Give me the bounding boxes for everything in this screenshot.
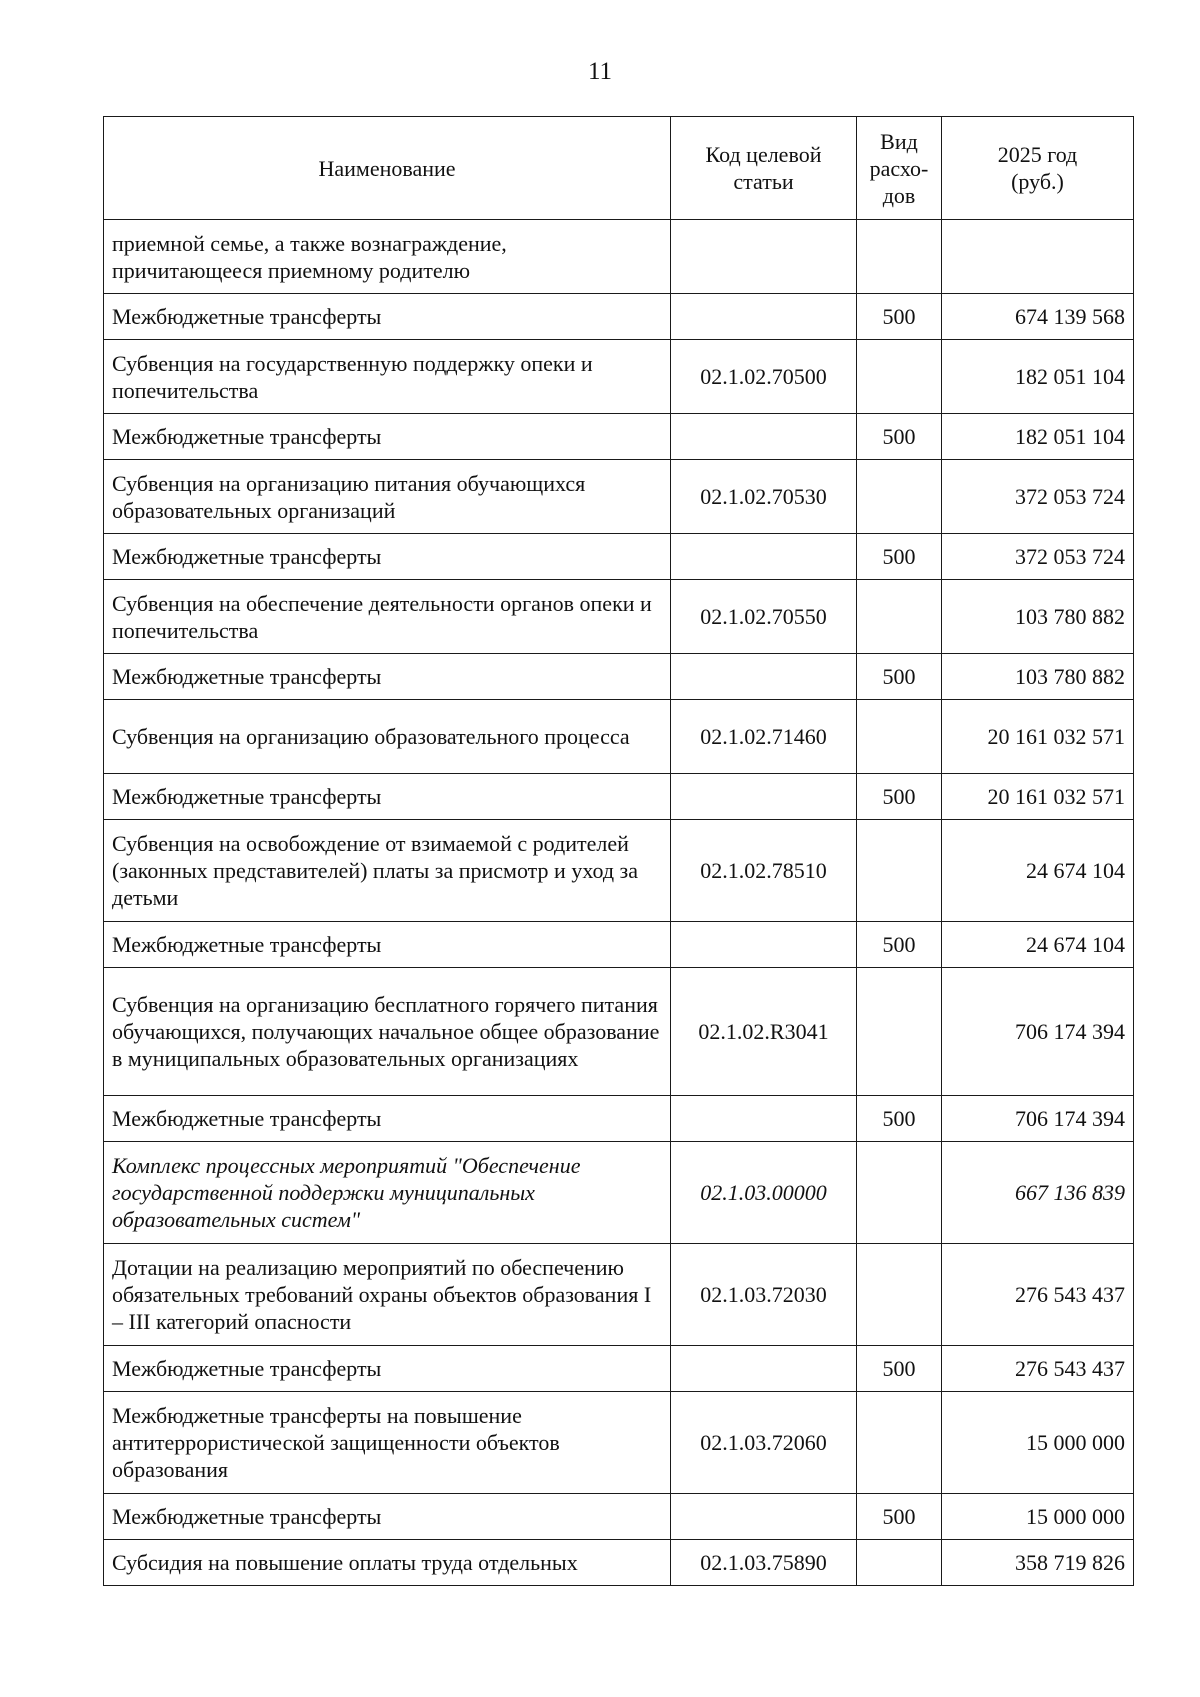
row-name: Дотации на реализацию мероприятий по обеспечению обязательных требований охраны объектов образования I – III категорий опасности — [104, 1244, 671, 1346]
row-code: 02.1.02.70500 — [671, 340, 857, 414]
table-row — [104, 1142, 1134, 1244]
row-code: 02.1.02.70550 — [671, 580, 857, 654]
row-code — [671, 414, 857, 460]
row-amount: 24 674 104 — [942, 922, 1134, 968]
row-code: 02.1.03.72030 — [671, 1244, 857, 1346]
header-type-line: дов — [882, 182, 916, 208]
row-code — [671, 654, 857, 700]
table-row — [104, 654, 1134, 700]
row-amount: 706 174 394 — [942, 968, 1134, 1096]
header-amount-line: (руб.) — [1011, 169, 1064, 194]
row-expense-type — [857, 220, 942, 294]
row-amount — [942, 220, 1134, 294]
row-name: Субвенция на организацию бесплатного горячего питания обучающихся, получающих начальное общее образование в муниципальных образовательных организациях — [104, 968, 671, 1096]
budget-table — [103, 116, 1134, 1586]
row-name: Межбюджетные трансферты — [104, 922, 671, 968]
row-name: Субсидия на повышение оплаты труда отдельных — [104, 1540, 671, 1586]
row-amount: 372 053 724 — [942, 460, 1134, 534]
row-code — [671, 774, 857, 820]
table-row — [104, 1346, 1134, 1392]
table-row — [104, 580, 1134, 654]
row-expense-type — [857, 700, 942, 774]
row-name: Межбюджетные трансферты — [104, 654, 671, 700]
row-expense-type: 500 — [857, 1346, 942, 1392]
table-row — [104, 460, 1134, 534]
row-amount: 182 051 104 — [942, 414, 1134, 460]
table-row — [104, 968, 1134, 1096]
row-expense-type — [857, 820, 942, 922]
row-code — [671, 922, 857, 968]
row-amount: 24 674 104 — [942, 820, 1134, 922]
row-code: 02.1.03.00000 — [671, 1142, 857, 1244]
row-code: 02.1.02.71460 — [671, 700, 857, 774]
header-type-line: Вид — [880, 128, 918, 154]
row-amount: 372 053 724 — [942, 534, 1134, 580]
row-amount: 20 161 032 571 — [942, 700, 1134, 774]
row-name: Межбюджетные трансферты на повышение антитеррористической защищенности объектов образования — [104, 1392, 671, 1494]
row-code — [671, 534, 857, 580]
row-amount: 706 174 394 — [942, 1096, 1134, 1142]
row-name: Субвенция на организацию образовательного процесса — [104, 700, 671, 774]
header-code-line: статьи — [733, 169, 794, 194]
row-expense-type: 500 — [857, 774, 942, 820]
row-amount: 103 780 882 — [942, 654, 1134, 700]
row-expense-type — [857, 580, 942, 654]
row-name: Комплекс процессных мероприятий "Обеспечение государственной поддержки муниципальных образовательных систем" — [104, 1142, 671, 1244]
row-expense-type — [857, 1392, 942, 1494]
row-name: Межбюджетные трансферты — [104, 294, 671, 340]
row-name: приемной семье, а также вознаграждение, причитающееся приемному родителю — [104, 220, 671, 294]
row-name: Межбюджетные трансферты — [104, 1346, 671, 1392]
row-name: Межбюджетные трансферты — [104, 414, 671, 460]
row-name: Межбюджетные трансферты — [104, 1494, 671, 1540]
row-expense-type — [857, 1540, 942, 1586]
table-row — [104, 340, 1134, 414]
row-expense-type: 500 — [857, 294, 942, 340]
header-code — [671, 117, 857, 220]
row-amount: 358 719 826 — [942, 1540, 1134, 1586]
header-code-line: Код целевой — [705, 142, 822, 167]
row-amount: 182 051 104 — [942, 340, 1134, 414]
header-type-line: расхо- — [869, 155, 929, 181]
table-row — [104, 414, 1134, 460]
row-code: 02.1.03.75890 — [671, 1540, 857, 1586]
row-expense-type: 500 — [857, 534, 942, 580]
table-row — [104, 1494, 1134, 1540]
table-row — [104, 220, 1134, 294]
row-amount: 20 161 032 571 — [942, 774, 1134, 820]
row-code — [671, 294, 857, 340]
header-name: Наименование — [104, 117, 671, 220]
row-amount: 15 000 000 — [942, 1494, 1134, 1540]
row-code — [671, 1096, 857, 1142]
header-type — [857, 117, 942, 220]
row-code: 02.1.02.70530 — [671, 460, 857, 534]
row-expense-type: 500 — [857, 1494, 942, 1540]
table-row — [104, 774, 1134, 820]
table-row — [104, 1540, 1134, 1586]
row-expense-type — [857, 1142, 942, 1244]
row-code: 02.1.02.R3041 — [671, 968, 857, 1096]
row-expense-type: 500 — [857, 654, 942, 700]
row-expense-type — [857, 968, 942, 1096]
table-row — [104, 700, 1134, 774]
row-name: Субвенция на обеспечение деятельности органов опеки и попечительства — [104, 580, 671, 654]
row-code — [671, 220, 857, 294]
row-expense-type: 500 — [857, 1096, 942, 1142]
row-amount: 667 136 839 — [942, 1142, 1134, 1244]
row-expense-type — [857, 1244, 942, 1346]
row-amount: 15 000 000 — [942, 1392, 1134, 1494]
table-row — [104, 534, 1134, 580]
row-name: Субвенция на организацию питания обучающихся образовательных организаций — [104, 460, 671, 534]
row-code — [671, 1346, 857, 1392]
page-number: 11 — [587, 58, 613, 85]
row-name: Межбюджетные трансферты — [104, 1096, 671, 1142]
table-body — [104, 220, 1134, 1586]
row-expense-type: 500 — [857, 414, 942, 460]
table-row — [104, 922, 1134, 968]
row-amount: 674 139 568 — [942, 294, 1134, 340]
header-row — [104, 117, 1134, 220]
table-row — [104, 294, 1134, 340]
row-name: Субвенция на освобождение от взимаемой с родителей (законных представителей) платы за присмотр и уход за детьми — [104, 820, 671, 922]
row-name: Субвенция на государственную поддержку опеки и попечительства — [104, 340, 671, 414]
header-amount-line: 2025 год — [997, 142, 1078, 167]
row-amount: 276 543 437 — [942, 1346, 1134, 1392]
header-amount — [942, 117, 1134, 220]
row-expense-type — [857, 340, 942, 414]
row-expense-type: 500 — [857, 922, 942, 968]
row-amount: 103 780 882 — [942, 580, 1134, 654]
row-code: 02.1.02.78510 — [671, 820, 857, 922]
table-row — [104, 1096, 1134, 1142]
row-code — [671, 1494, 857, 1540]
row-amount: 276 543 437 — [942, 1244, 1134, 1346]
table-row — [104, 820, 1134, 922]
table-row — [104, 1392, 1134, 1494]
row-name: Межбюджетные трансферты — [104, 534, 671, 580]
row-code: 02.1.03.72060 — [671, 1392, 857, 1494]
row-expense-type — [857, 460, 942, 534]
row-name: Межбюджетные трансферты — [104, 774, 671, 820]
table-row — [104, 1244, 1134, 1346]
